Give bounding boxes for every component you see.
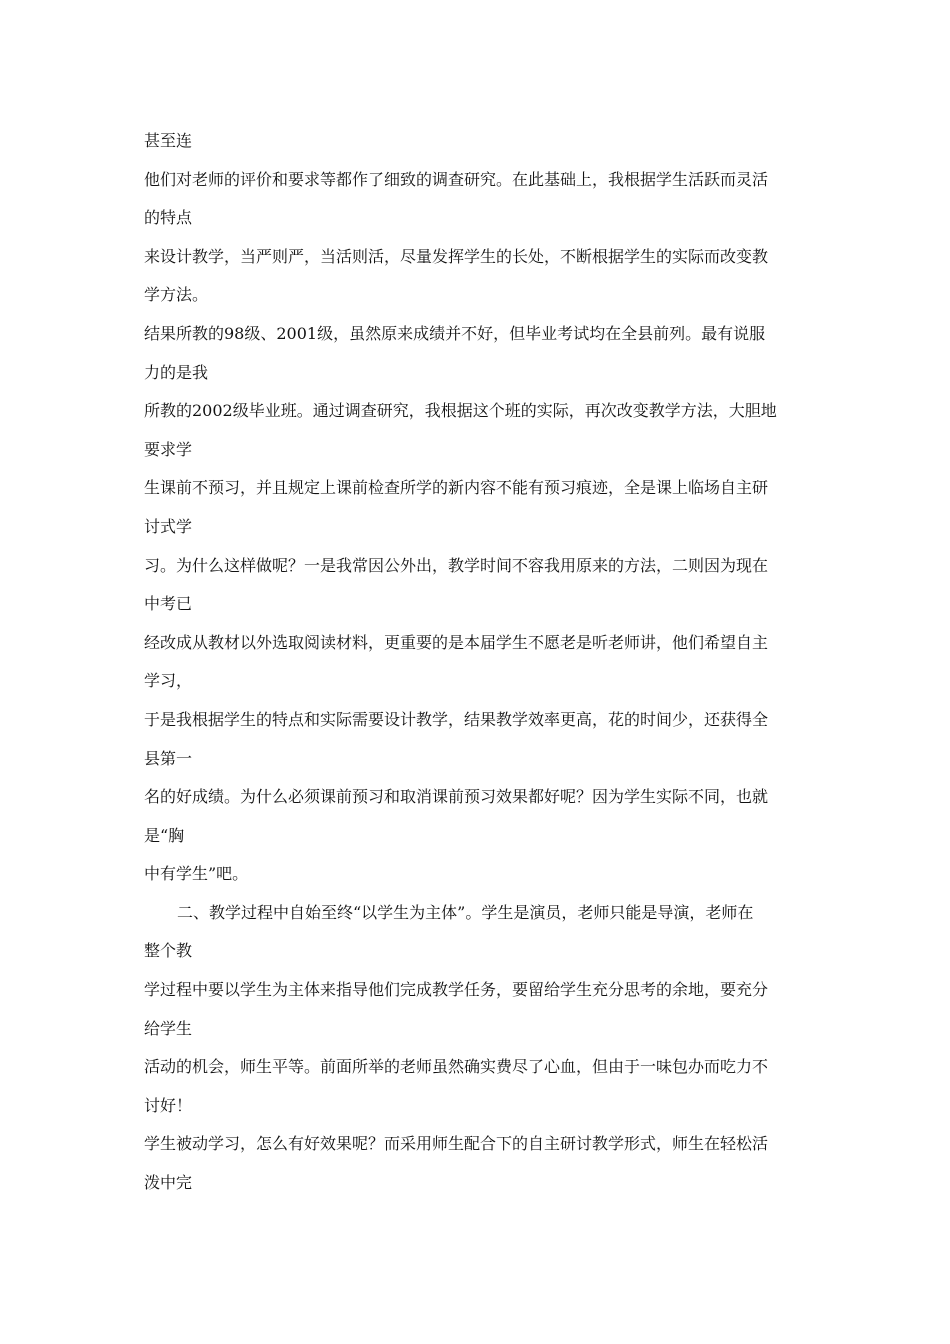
text-line: 生课前不预习，并且规定上课前检查所学的新内容不能有预习痕迹，全是课上临场自主研 (144, 478, 769, 498)
text-line: 来设计教学，当严则严，当活则活，尽量发挥学生的长处，不断根据学生的实际而改变教 (144, 246, 769, 266)
text-line: 讨式学 (144, 516, 193, 536)
text-line: 中有学生”吧。 (144, 864, 249, 884)
text-line: 习。为什么这样做呢？一是我常因公外出，教学时间不容我用原来的方法，二则因为现在 (144, 555, 769, 575)
text-line: 所教的2002级毕业班。通过调查研究，我根据这个班的实际，再次改变教学方法，大胆地 (144, 401, 777, 421)
text-line: 讨好！ (144, 1095, 193, 1115)
text-line: 学生被动学习，怎么有好效果呢？而采用师生配合下的自主研讨教学形式，师生在轻松活 (144, 1134, 769, 1154)
text-line: 学方法。 (144, 285, 209, 305)
document-body (144, 122, 816, 1203)
text-line: 经改成从教材以外选取阅读材料，更重要的是本届学生不愿老是听老师讲，他们希望自主 (144, 632, 769, 652)
text-line: 整个教 (144, 941, 193, 961)
text-line: 他们对老师的评价和要求等都作了细致的调查研究。在此基础上，我根据学生活跃而灵活 (144, 169, 769, 189)
text-line: 给学生 (144, 1018, 193, 1038)
text-line: 于是我根据学生的特点和实际需要设计教学，结果教学效率更高，花的时间少，还获得全 (144, 709, 769, 729)
text-line: 结果所教的98级、2001级，虽然原来成绩并不好，但毕业考试均在全县前列。最有说服 (144, 323, 766, 343)
text-line: 活动的机会，师生平等。前面所举的老师虽然确实费尽了心血，但由于一味包办而吃力不 (144, 1057, 769, 1077)
text-line: 县第一 (144, 748, 193, 768)
text-line: 学习， (144, 671, 193, 691)
text-line: 要求学 (144, 439, 193, 459)
text-line: 泼中完 (144, 1173, 193, 1193)
text-line: 学过程中要以学生为主体来指导他们完成教学任务，要留给学生充分思考的余地，要充分 (144, 980, 769, 1000)
text-line: 是“胸 (144, 825, 185, 845)
text-line: 中考已 (144, 594, 193, 614)
text-line: 甚至连 (144, 131, 193, 150)
text-line: 名的好成绩。为什么必须课前预习和取消课前预习效果都好呢？因为学生实际不同，也就 (144, 787, 769, 807)
text-line: 力的是我 (144, 362, 209, 382)
text-line: 的特点 (144, 208, 193, 228)
section-heading-line: 二、教学过程中自始至终“以学生为主体”。学生是演员，老师只能是导演，老师在 (177, 902, 754, 922)
